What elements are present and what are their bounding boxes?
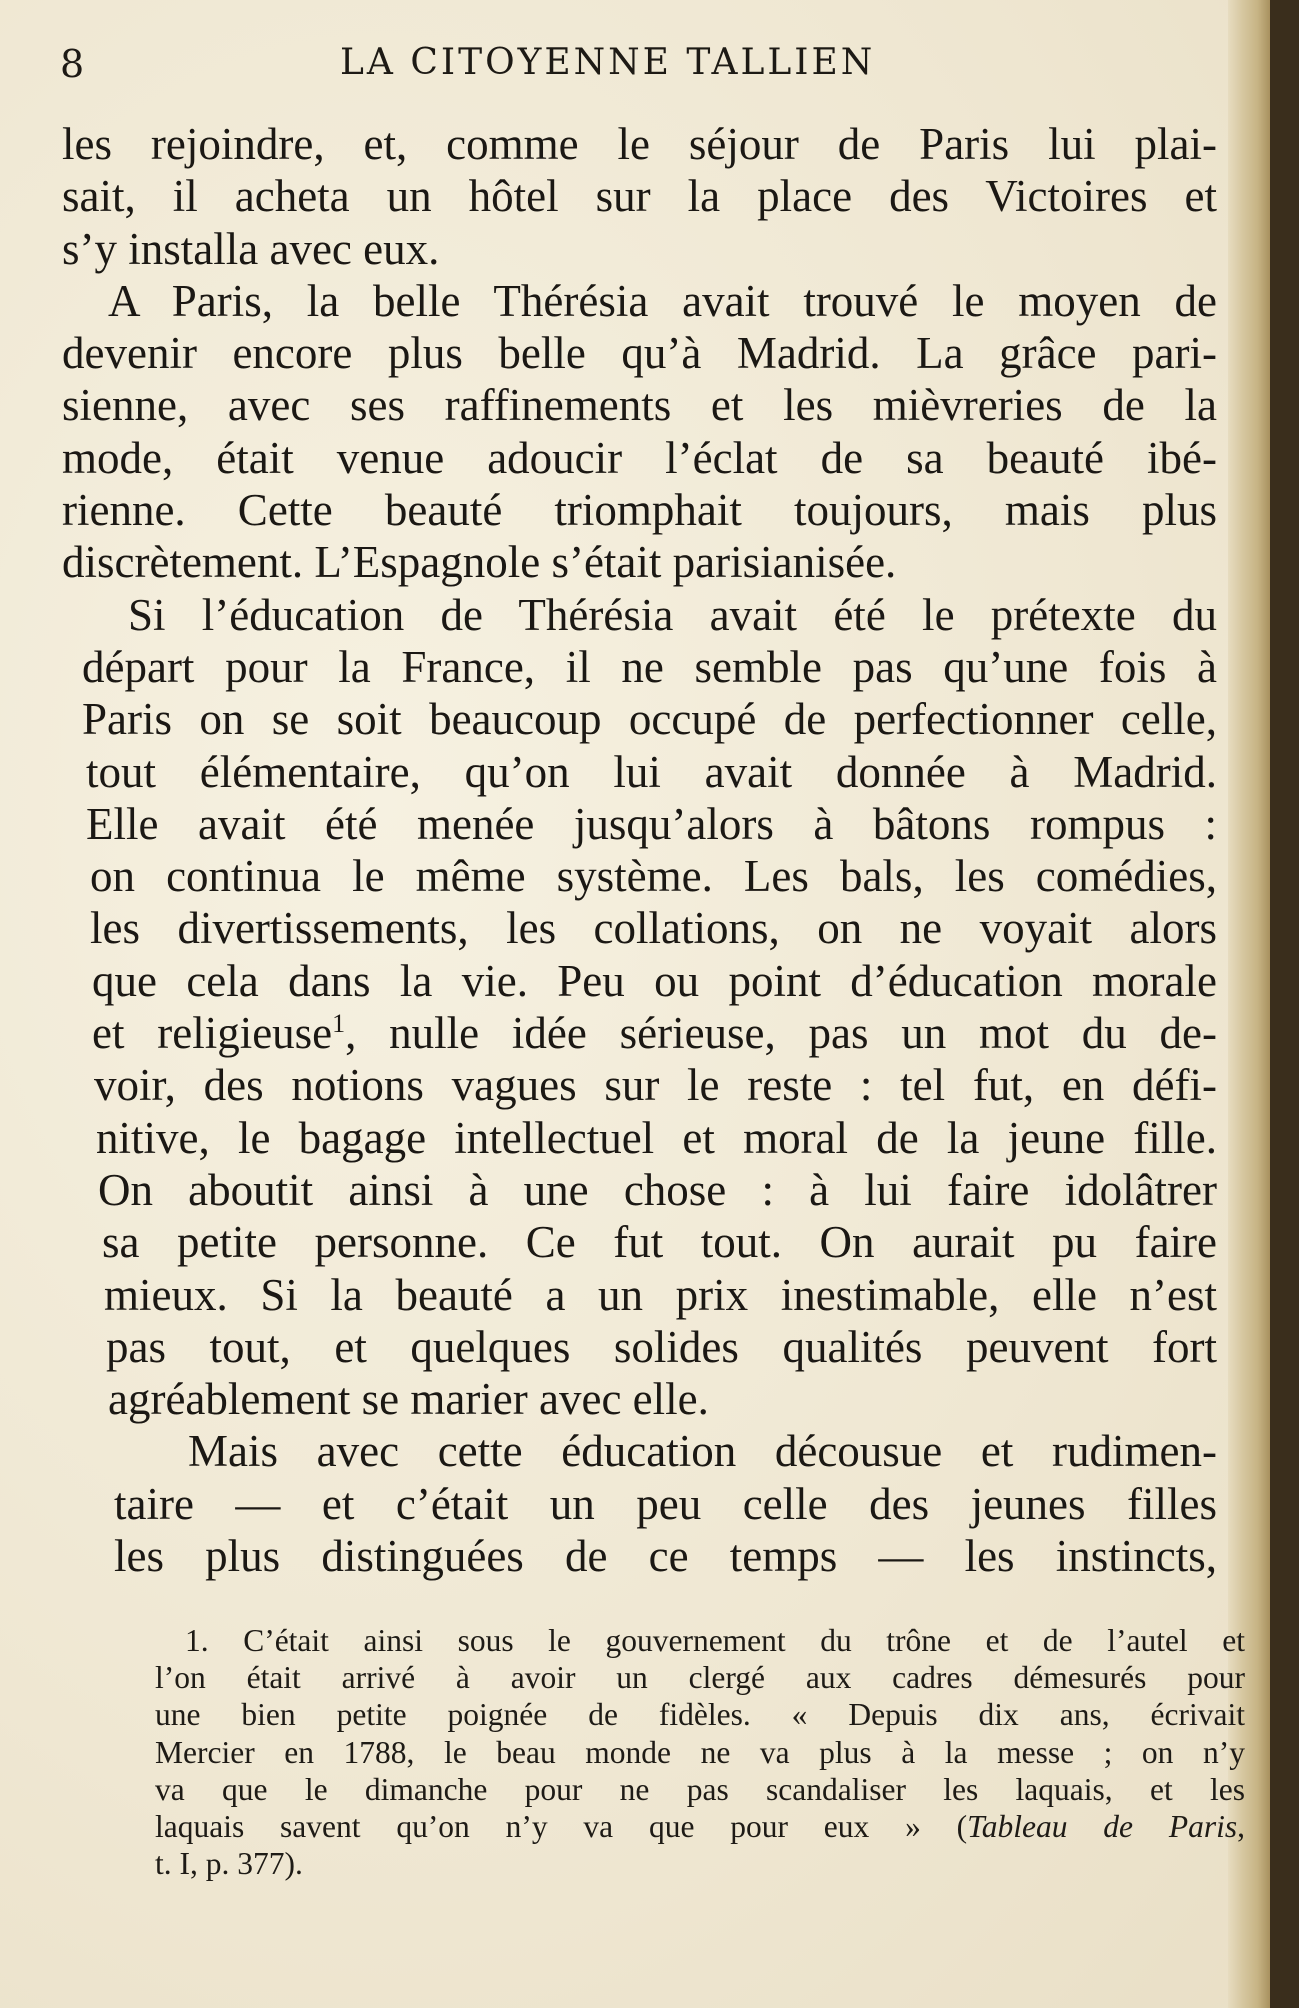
text-line: pas tout, et quelques solides qualités peuvent fort bbox=[106, 1321, 1217, 1372]
footnote-line: Mercier en 1788, le beau monde ne va plus à la messe ; on n’y bbox=[155, 1734, 1245, 1770]
text-line: les divertissements, les collations, on ne voyait alors bbox=[90, 903, 1217, 954]
paragraph-2 bbox=[62, 275, 1217, 589]
text-line: tout élémentaire, qu’on lui avait donnée à Madrid. bbox=[86, 746, 1217, 797]
paragraph-3 bbox=[62, 589, 1217, 1426]
text-line: taire — et c’était un peu celle des jeunes filles bbox=[114, 1478, 1217, 1529]
text-line: sait, il acheta un hôtel sur la place des Victoires et bbox=[62, 171, 1217, 222]
text-line: A Paris, la belle Thérésia avait trouvé le moyen de bbox=[108, 275, 1217, 326]
text-line: Paris on se soit beaucoup occupé de perfectionner celle, bbox=[82, 694, 1217, 745]
text-line: voir, des notions vagues sur le reste : tel fut, en défi- bbox=[94, 1060, 1217, 1111]
text-line: les plus distinguées de ce temps — les instincts, bbox=[114, 1531, 1217, 1582]
text-segment: , bbox=[1237, 1809, 1245, 1845]
footnote-line: 1. C’était ainsi sous le gouvernement du trône et de l’autel et bbox=[185, 1623, 1245, 1658]
text-line: Si l’éducation de Thérésia avait été le prétexte du bbox=[128, 589, 1217, 640]
text-line: sienne, avec ses raffinements et les mièvreries de la bbox=[62, 380, 1217, 431]
text-line: Elle avait été menée jusqu’alors à bâtons rompus : bbox=[86, 798, 1217, 849]
text-line: devenir encore plus belle qu’à Madrid. La grâce pari- bbox=[62, 328, 1217, 379]
text-line: que cela dans la vie. Peu ou point d’éducation morale bbox=[92, 955, 1217, 1006]
page-header bbox=[60, 42, 1210, 92]
text-segment: et religieuse bbox=[92, 1008, 333, 1059]
running-title: LA CITOYENNE TALLIEN bbox=[340, 42, 876, 83]
paragraph-1 bbox=[62, 118, 1217, 275]
text-line: les rejoindre, et, comme le séjour de Paris lui plai- bbox=[62, 119, 1217, 169]
text-line: on continua le même système. Les bals, les comédies, bbox=[90, 851, 1217, 902]
text-line: mieux. Si la beauté a un prix inestimable, elle n’est bbox=[104, 1269, 1217, 1320]
text-line: discrètement. L’Espagnole s’était parisianisée. bbox=[62, 537, 897, 588]
text-line: On aboutit ainsi à une chose : à lui faire idolâtrer bbox=[98, 1164, 1217, 1215]
text-line: départ pour la France, il ne semble pas qu’une fois à bbox=[82, 641, 1217, 692]
text-segment: laquais savent qu’on n’y va que pour eux » ( bbox=[155, 1809, 968, 1845]
footnote bbox=[155, 1622, 1245, 1882]
body-text bbox=[62, 118, 1217, 1582]
text-line: s’y installa avec eux. bbox=[62, 223, 440, 274]
paragraph-4 bbox=[62, 1425, 1217, 1582]
text-line: mode, était venue adoucir l’éclat de sa beauté ibé- bbox=[62, 432, 1217, 483]
page-number: 8 bbox=[60, 42, 86, 86]
text-line: nitive, le bagage intellectuel et moral de la jeune fille. bbox=[96, 1112, 1217, 1163]
footnote-reference: 1 bbox=[332, 1009, 346, 1039]
text-line: Mais avec cette éducation décousue et rudimen- bbox=[188, 1426, 1217, 1477]
cited-work-title: Tableau de Paris bbox=[967, 1809, 1238, 1845]
text-line: rienne. Cette beauté triomphait toujours, mais plus bbox=[62, 485, 1217, 536]
footnote-line: l’on était arrivé à avoir un clergé aux cadres démesurés pour bbox=[155, 1660, 1245, 1696]
footnote-line: va que le dimanche pour ne pas scandaliser les laquais, et les bbox=[155, 1771, 1245, 1807]
footnote-line: une bien petite poignée de fidèles. « Depuis dix ans, écrivait bbox=[155, 1697, 1245, 1733]
text-line: sa petite personne. Ce fut tout. On aurait pu faire bbox=[102, 1217, 1217, 1268]
text-line-with-footnote-ref bbox=[62, 1007, 1217, 1059]
text-segment: , nulle idée sérieuse, pas un mot du de- bbox=[345, 1008, 1217, 1059]
text-line: agréablement se marier avec elle. bbox=[108, 1374, 709, 1425]
footnote-line-with-title bbox=[155, 1808, 1245, 1845]
footnote-line: t. I, p. 377). bbox=[155, 1846, 303, 1882]
